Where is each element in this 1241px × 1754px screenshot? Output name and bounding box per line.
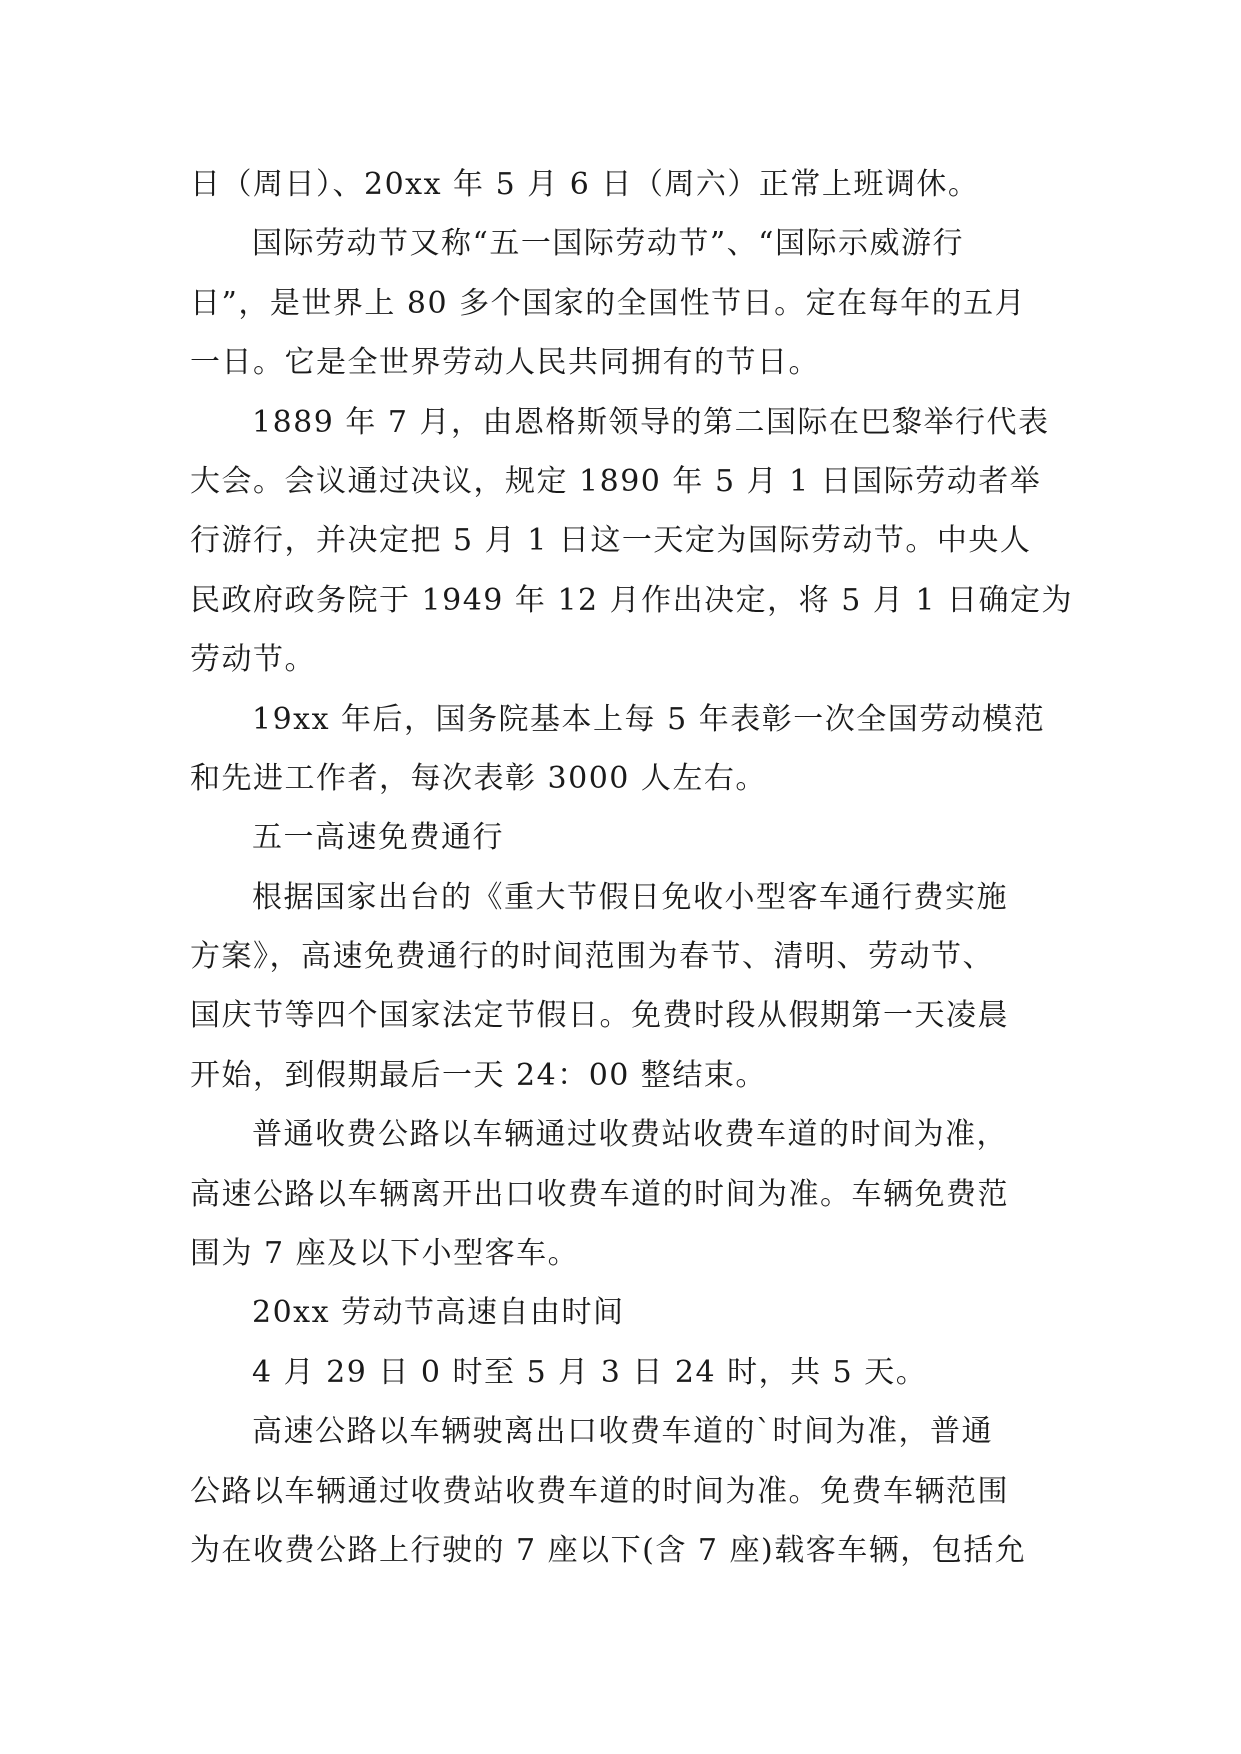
text-line: 劳动节。 <box>190 642 316 678</box>
text-line: 日”，是世界上 80 多个国家的全国性节日。定在每年的五月 <box>190 285 1027 321</box>
text-line: 日（周日）、20xx 年 5 月 6 日（周六）正常上班调休。 <box>190 167 980 202</box>
section-heading: 20xx 劳动节高速自由时间 <box>252 1295 625 1331</box>
text-line: 方案》，高速免费通行的时间范围为春节、清明、劳动节、 <box>190 939 994 975</box>
text-line: 和先进工作者，每次表彰 3000 人左右。 <box>190 760 767 796</box>
text-line: 围为 7 座及以下小型客车。 <box>190 1236 580 1272</box>
paragraph-first-line: 4 月 29 日 0 时至 5 月 3 日 24 时，共 5 天。 <box>252 1354 928 1390</box>
paragraph-first-line: 1889 年 7 月，由恩格斯领导的第二国际在巴黎举行代表 <box>252 404 1050 440</box>
text-line: 高速公路以车辆离开出口收费车道的时间为准。车辆免费范 <box>190 1176 1009 1212</box>
section-heading: 五一高速免费通行 <box>252 820 504 856</box>
text-line: 大会。会议通过决议，规定 1890 年 5 月 1 日国际劳动者举 <box>190 463 1042 499</box>
paragraph-first-line: 根据国家出台的《重大节假日免收小型客车通行费实施 <box>252 879 1008 915</box>
text-line: 国庆节等四个国家法定节假日。免费时段从假期第一天凌晨 <box>190 998 1009 1034</box>
document-body <box>190 155 1073 1580</box>
text-line: 开始，到假期最后一天 24：00 整结束。 <box>190 1057 767 1093</box>
text-line: 行游行，并决定把 5 月 1 日这一天定为国际劳动节。中央人 <box>190 523 1032 559</box>
paragraph-first-line: 国际劳动节又称“五一国际劳动节”、“国际示威游行 <box>252 226 965 262</box>
text-line: 一日。它是全世界劳动人民共同拥有的节日。 <box>190 345 820 381</box>
paragraph-first-line: 19xx 年后，国务院基本上每 5 年表彰一次全国劳动模范 <box>252 701 1046 737</box>
text-line: 公路以车辆通过收费站收费车道的时间为准。免费车辆范围 <box>190 1473 1009 1509</box>
paragraph-first-line: 普通收费公路以车辆通过收费站收费车道的时间为准， <box>252 1117 1008 1153</box>
text-line: 为在收费公路上行驶的 7 座以下(含 7 座)载客车辆，包括允 <box>190 1532 1027 1568</box>
text-line: 民政府政务院于 1949 年 12 月作出决定，将 5 月 1 日确定为 <box>190 582 1073 618</box>
paragraph-first-line: 高速公路以车辆驶离出口收费车道的`时间为准，普通 <box>252 1414 993 1450</box>
